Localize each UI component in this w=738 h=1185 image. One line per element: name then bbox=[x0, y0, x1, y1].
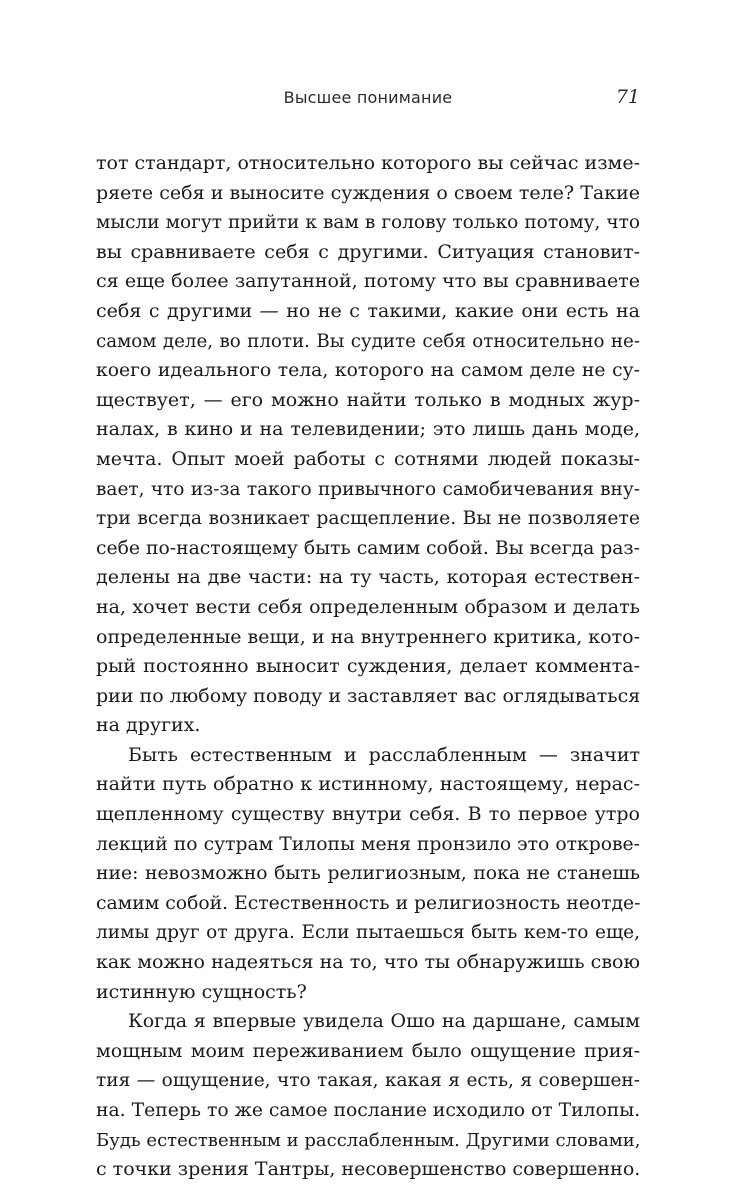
text-line: себе по-настоящему быть самим собой. Вы всегда раз- bbox=[96, 537, 640, 559]
text-line: тот стандарт, относительно которого вы сейчас изме- bbox=[96, 152, 640, 174]
text-line: налах, в кино и на телевидении; это лишь дань моде, bbox=[96, 418, 640, 441]
text-line: мощным моим переживанием было ощущение прия- bbox=[96, 1039, 640, 1062]
text-line: щепленному существу внутри себя. В то первое утро bbox=[96, 803, 640, 826]
text-line: три всегда возникает расщепление. Вы не позволяете bbox=[96, 508, 640, 530]
text-line: вы сравниваете себя с другими. Ситуация становит- bbox=[96, 240, 640, 263]
text-line: самом деле, во плоти. Вы судите себя относительно не- bbox=[96, 330, 640, 352]
text-line: Быть естественным и расслабленным — значит bbox=[128, 743, 640, 766]
text-line: ся еще более запутанной, потому что вы сравниваете bbox=[96, 270, 640, 293]
text-line: определенные вещи, и на внутреннего критика, кото- bbox=[96, 625, 640, 648]
text-line: истинную сущность? bbox=[96, 980, 307, 1003]
text-line: себя с другими — но не с такими, какие они есть на bbox=[96, 299, 640, 322]
text-line: ществует, — его можно найти только в модных жур- bbox=[96, 388, 640, 411]
body-text bbox=[96, 149, 640, 1185]
text-line: на. Теперь то же самое послание исходило от Тилопы. bbox=[96, 1100, 640, 1121]
text-line: Когда я впервые увидела Ошо на даршане, самым bbox=[128, 1010, 640, 1033]
text-line: рый постоянно выносит суждения, делает коммента- bbox=[96, 655, 640, 678]
text-line: мечта. Опыт моей работы с сотнями людей показы- bbox=[96, 447, 640, 470]
text-line: мысли могут прийти к вам в голову только потому, что bbox=[96, 212, 640, 234]
text-line: как можно надеяться на то, что ты обнаружишь свою bbox=[96, 951, 640, 974]
page-number: 71 bbox=[615, 86, 640, 108]
text-line: найти путь обратно к истинному, настоящему, нерас- bbox=[96, 773, 640, 796]
text-line: тия — ощущение, что такая, какая я есть, я совершен- bbox=[96, 1070, 640, 1092]
text-line: лимы друг от друга. Если пытаешься быть кем-то еще, bbox=[96, 922, 640, 944]
text-line: ние: невозможно быть религиозным, пока не станешь bbox=[96, 863, 640, 885]
text-line: коего идеального тела, которого на самом деле не су- bbox=[96, 360, 640, 382]
running-head-title: Высшее понимание bbox=[283, 88, 453, 107]
text-line: с точки зрения Тантры, несовершенство совершенно. bbox=[96, 1158, 640, 1181]
text-line: на, хочет вести себя определенным образом и делать bbox=[96, 595, 640, 618]
text-line: ряете себя и выносите суждения о своем теле? Такие bbox=[96, 181, 640, 204]
text-line: Будь естественным и расслабленным. Другими словами, bbox=[96, 1129, 640, 1151]
text-line: рии по любому поводу и заставляет вас оглядываться bbox=[96, 684, 640, 707]
running-head bbox=[96, 88, 640, 112]
text-line: лекций по сутрам Тилопы меня пронзило это открове- bbox=[96, 833, 640, 855]
text-line: самим собой. Естественность и религиозность неотде- bbox=[96, 892, 640, 914]
text-line: вает, что из-за такого привычного самобичевания вну- bbox=[96, 478, 640, 500]
text-line: на других. bbox=[96, 714, 201, 737]
text-line: делены на две части: на ту часть, которая естествен- bbox=[96, 566, 640, 589]
